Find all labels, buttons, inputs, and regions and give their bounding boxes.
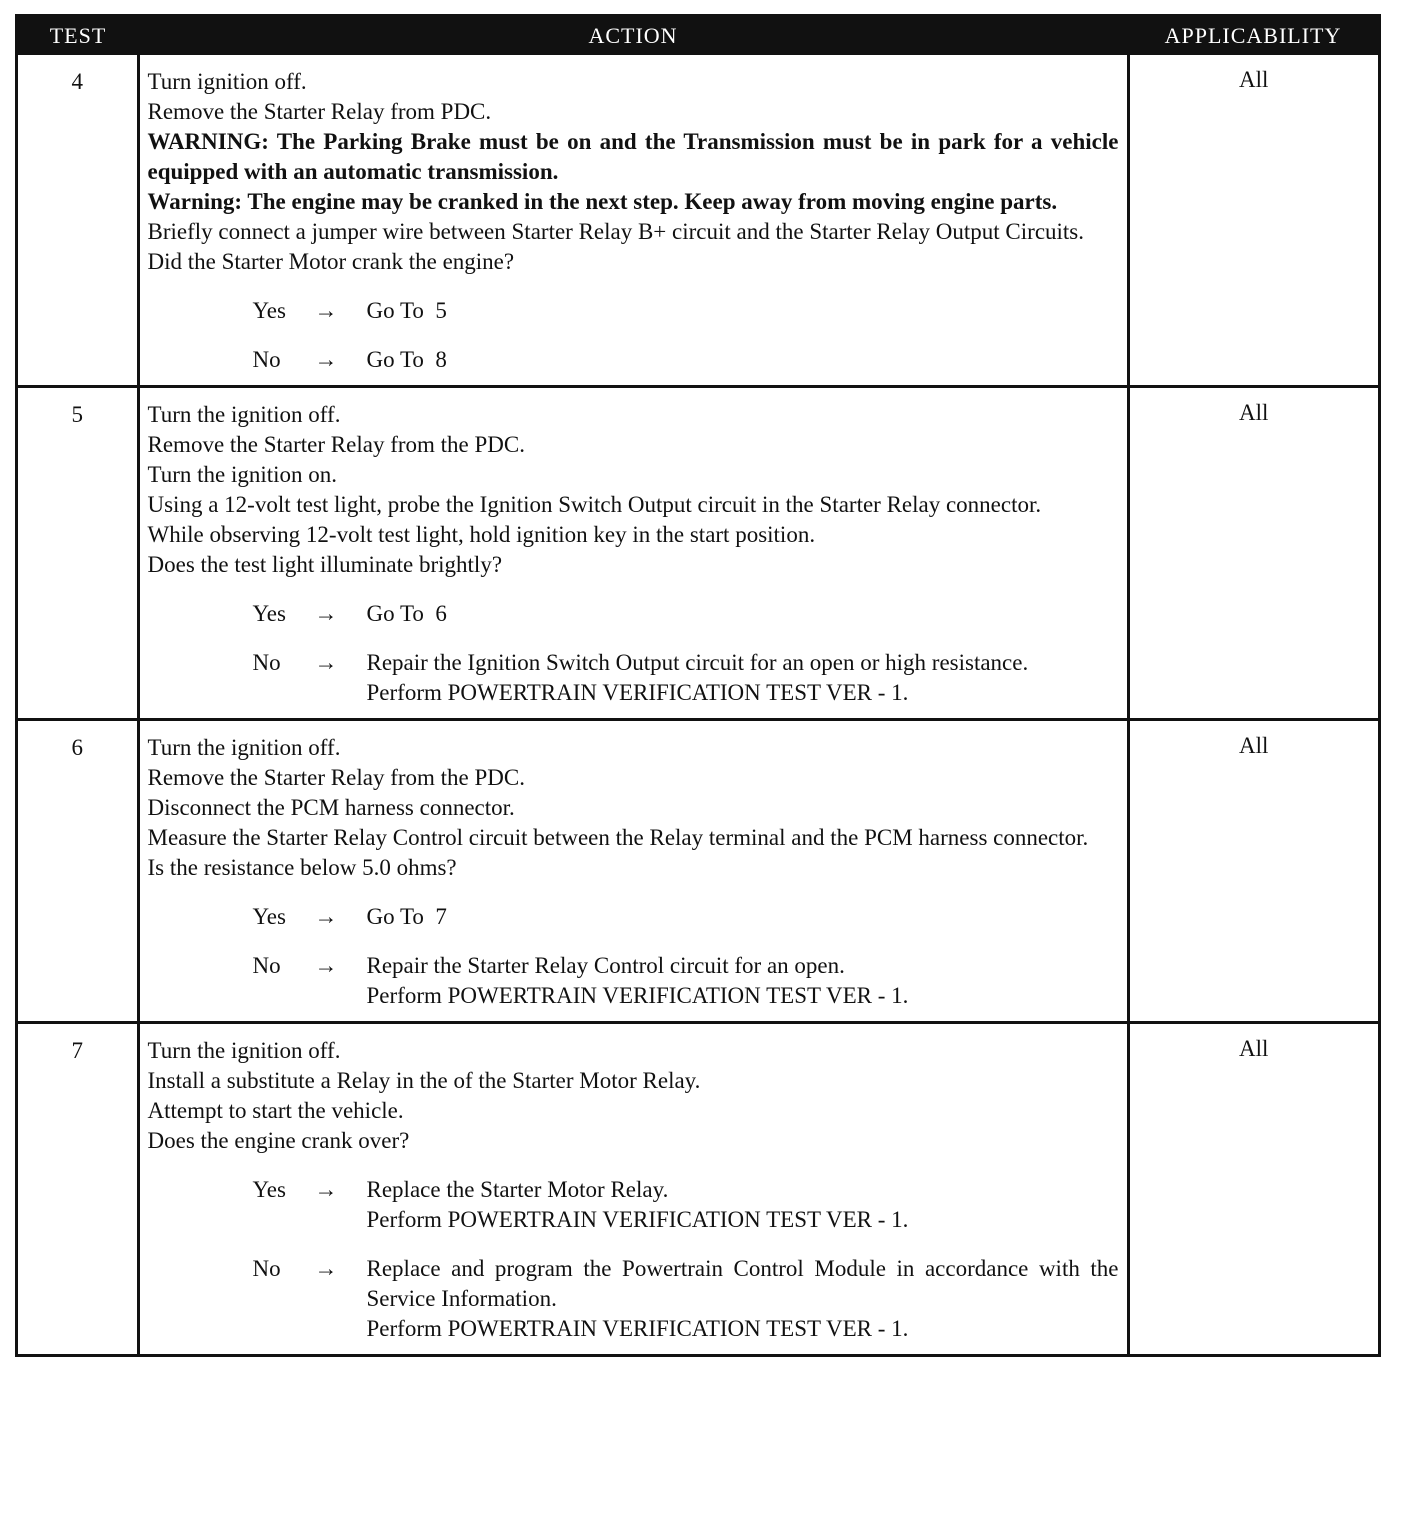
table-row: [18, 720, 1378, 1023]
action-cell: [138, 1023, 1128, 1355]
table-header-row: [18, 17, 1378, 55]
answer-result: [367, 951, 1119, 1011]
answer-result: [367, 648, 1119, 708]
answer-list: [148, 599, 1119, 708]
arrow-right-icon: →: [314, 904, 338, 929]
result-line: Repair the Starter Relay Control circuit for an open.: [366, 953, 845, 978]
instruction-line: Install a substitute a Relay in the of the Starter Motor Relay.: [147, 1068, 701, 1093]
arrow-right-icon: →: [314, 601, 338, 626]
instruction-line: Did the Starter Motor crank the engine?: [147, 249, 515, 274]
header-applicability: APPLICABILITY: [1128, 17, 1378, 55]
header-action: ACTION: [138, 17, 1128, 55]
test-number: 4: [18, 55, 138, 387]
answer-result: [367, 599, 1119, 629]
arrow-right-icon: →: [314, 953, 338, 978]
instruction-line: Using a 12-volt test light, probe the Ignition Switch Output circuit in the Starter Relay connector.: [147, 492, 1042, 517]
answer-key: No: [252, 650, 281, 675]
test-number: 5: [18, 387, 138, 720]
answer-no: [252, 1254, 1125, 1344]
answer-list: [148, 296, 1119, 375]
result-line: Replace the Starter Motor Relay.: [366, 1177, 669, 1202]
answer-key: Yes: [252, 298, 286, 323]
result-line: Perform POWERTRAIN VERIFICATION TEST VER - 1.: [366, 680, 909, 705]
warning-text: WARNING: The Parking Brake must be on and the Transmission must be in park for a vehicle equipped with an automatic transmission.: [147, 129, 1119, 184]
instruction-line: Briefly connect a jumper wire between Starter Relay B+ circuit and the Starter Relay Output Circuits.: [147, 219, 1085, 244]
answer-key: No: [252, 1256, 281, 1281]
applicability-value: All: [1128, 387, 1378, 720]
answer-result: [367, 902, 1119, 932]
result-line: Perform POWERTRAIN VERIFICATION TEST VER - 1.: [366, 1316, 909, 1341]
result-line: Go To 8: [366, 347, 447, 372]
instruction-line: Disconnect the PCM harness connector.: [147, 795, 515, 820]
answer-no: [253, 951, 1119, 1011]
answer-result: [366, 1254, 1125, 1344]
answer-result: [367, 1175, 1119, 1235]
instruction-line: Attempt to start the vehicle.: [147, 1098, 404, 1123]
instruction-line: Remove the Starter Relay from the PDC.: [147, 765, 526, 790]
instruction-line: Turn the ignition off.: [147, 735, 341, 760]
result-line: Replace and program the Powertrain Control Module in accordance with the Service Information.: [366, 1256, 1125, 1311]
action-cell: [138, 720, 1128, 1023]
table-row: [18, 1023, 1378, 1355]
instruction-line: Does the engine crank over?: [147, 1128, 410, 1153]
test-table: [18, 17, 1378, 1354]
answer-list: [148, 902, 1119, 1011]
answer-no: [253, 345, 1119, 375]
instruction-line: Turn the ignition on.: [147, 462, 338, 487]
arrow-right-icon: →: [314, 347, 338, 372]
applicability-value: All: [1128, 720, 1378, 1023]
instruction-line: While observing 12-volt test light, hold ignition key in the start position.: [147, 522, 816, 547]
answer-result: [367, 345, 1119, 375]
answer-key: Yes: [252, 601, 286, 626]
answer-key: Yes: [252, 904, 286, 929]
instruction-line: Remove the Starter Relay from PDC.: [147, 99, 492, 124]
diagnostic-test-table: [15, 14, 1381, 1357]
instruction-line: Turn ignition off.: [147, 69, 307, 94]
header-test: TEST: [18, 17, 138, 55]
result-line: Perform POWERTRAIN VERIFICATION TEST VER - 1.: [366, 1207, 909, 1232]
instruction-line: Is the resistance below 5.0 ohms?: [147, 855, 457, 880]
arrow-right-icon: →: [314, 650, 338, 675]
answer-yes: [253, 599, 1119, 629]
answer-key: Yes: [252, 1177, 286, 1202]
applicability-value: All: [1239, 67, 1269, 92]
answer-result: [367, 296, 1119, 326]
instruction-line: Turn the ignition off.: [147, 1038, 341, 1063]
answer-yes: [253, 1175, 1119, 1235]
answer-yes: [253, 902, 1119, 932]
table-body: [18, 55, 1378, 1354]
action-cell: [138, 55, 1128, 387]
table-row: [18, 55, 1378, 387]
arrow-right-icon: →: [314, 1177, 338, 1202]
arrow-right-icon: →: [314, 1256, 338, 1281]
instruction-line: Turn the ignition off.: [147, 402, 341, 427]
instruction-line: Measure the Starter Relay Control circuit between the Relay terminal and the PCM harness connector.: [147, 825, 1089, 850]
answer-no: [253, 648, 1119, 708]
test-number: 6: [18, 720, 138, 1023]
warning-text: Warning: The engine may be cranked in the next step. Keep away from moving engine parts.: [147, 189, 1058, 214]
instruction-line: Remove the Starter Relay from the PDC.: [147, 432, 526, 457]
applicability-value: All: [1128, 1023, 1378, 1355]
action-cell: [138, 387, 1128, 720]
arrow-right-icon: →: [314, 298, 338, 323]
result-line: Go To 5: [366, 298, 447, 323]
result-line: Repair the Ignition Switch Output circuit for an open or high resistance.: [366, 650, 1029, 675]
answer-key: No: [252, 953, 281, 978]
answer-list: [148, 1175, 1125, 1344]
answer-key: No: [252, 347, 281, 372]
table-row: [18, 387, 1378, 720]
result-line: Perform POWERTRAIN VERIFICATION TEST VER - 1.: [366, 983, 909, 1008]
result-line: Go To 7: [366, 904, 447, 929]
instruction-line: Does the test light illuminate brightly?: [147, 552, 503, 577]
result-line: Go To 6: [366, 601, 447, 626]
answer-yes: [253, 296, 1119, 326]
test-number: 7: [18, 1023, 138, 1355]
